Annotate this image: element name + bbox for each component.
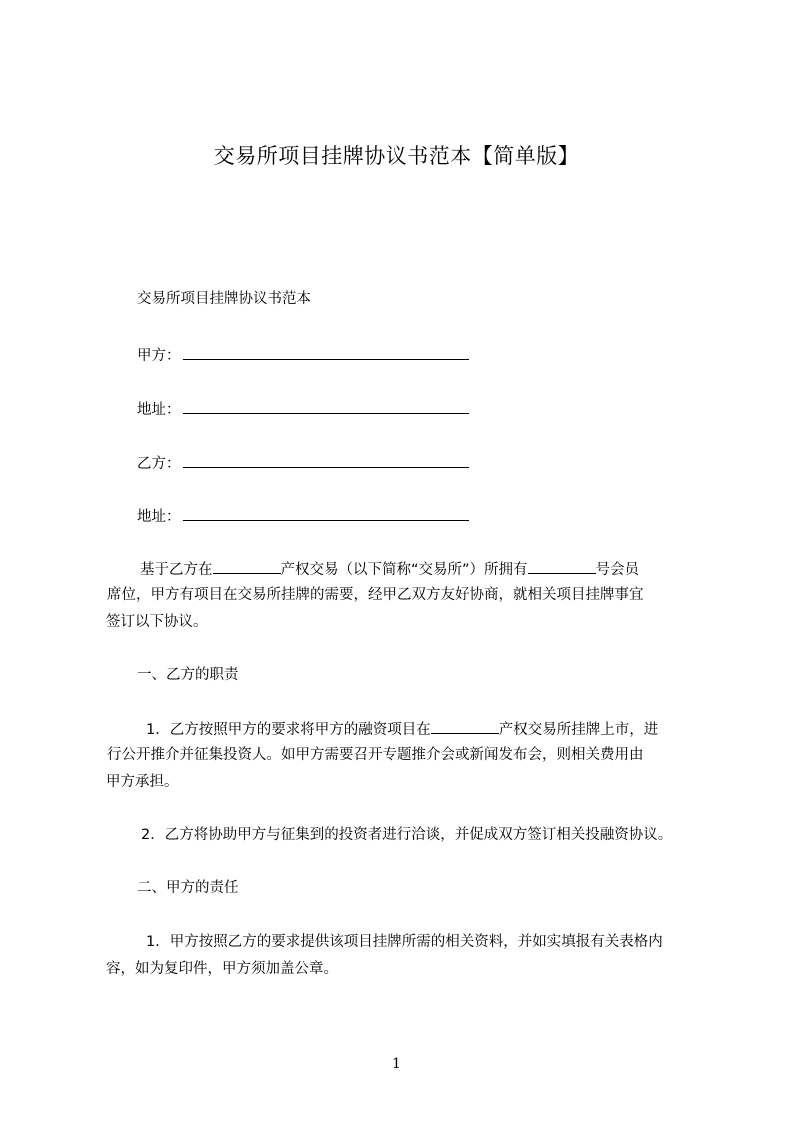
section-1-item-1-line-2: 行公开推介并征集投资人。如甲方需要召开专题推介会或新闻发布会，则相关费用由: [107, 747, 644, 763]
section-2-item-1-line-2: 容，如为复印件，甲方须加盖公章。: [106, 961, 338, 977]
section-1-item-2: 2．乙方将协助甲方与征集到的投资者进行洽谈，并促成双方签订相关投融资协议。: [141, 827, 673, 843]
document-title: 交易所项目挂牌协议书范本【简单版】: [213, 144, 580, 168]
party-a-row: [137, 345, 469, 365]
section-1-heading: 一、乙方的职责: [137, 667, 239, 683]
address-b-blank: [183, 506, 469, 521]
intro-text-3: 号会员: [595, 562, 640, 578]
party-a-blank: [183, 345, 469, 360]
section-1-item-1-line-1: [146, 719, 658, 739]
intro-text-2: 产权交易（以下简称“交易所”）所拥有: [280, 562, 528, 578]
intro-line-2: 席位，甲方有项目在交易所挂牌的需要，经甲乙双方友好协商，就相关项目挂牌事宜: [107, 587, 644, 603]
intro-line-3: 签订以下协议。: [106, 614, 208, 630]
address-a-row: [137, 399, 469, 419]
seat-number-blank: [528, 559, 596, 574]
party-b-blank: [183, 453, 469, 468]
address-a-label: 地址：: [137, 402, 181, 418]
address-b-row: [137, 506, 469, 526]
exchange-name-blank: [213, 559, 281, 574]
section-2-item-1-line-1: 1．甲方按照乙方的要求提供该项目挂牌所需的相关资料，并如实填报有关表格内: [146, 934, 663, 950]
intro-text-1: 基于乙方在: [140, 562, 213, 578]
party-b-row: [137, 453, 469, 473]
address-b-label: 地址：: [137, 509, 181, 525]
page-number: 1: [392, 1056, 401, 1072]
address-a-blank: [183, 399, 469, 414]
document-subtitle: 交易所项目挂牌协议书范本: [137, 291, 311, 307]
s1-item1-text-1: 1．乙方按照甲方的要求将甲方的融资项目在: [146, 722, 431, 738]
party-b-label: 乙方：: [137, 456, 181, 472]
section-2-heading: 二、甲方的责任: [137, 880, 239, 896]
party-a-label: 甲方：: [137, 348, 181, 364]
s1-exchange-blank: [431, 719, 499, 734]
intro-line-1: [140, 559, 639, 579]
section-1-item-1-line-3: 甲方承担。: [106, 774, 179, 790]
s1-item1-text-2: 产权交易所挂牌上市，进: [498, 722, 659, 738]
